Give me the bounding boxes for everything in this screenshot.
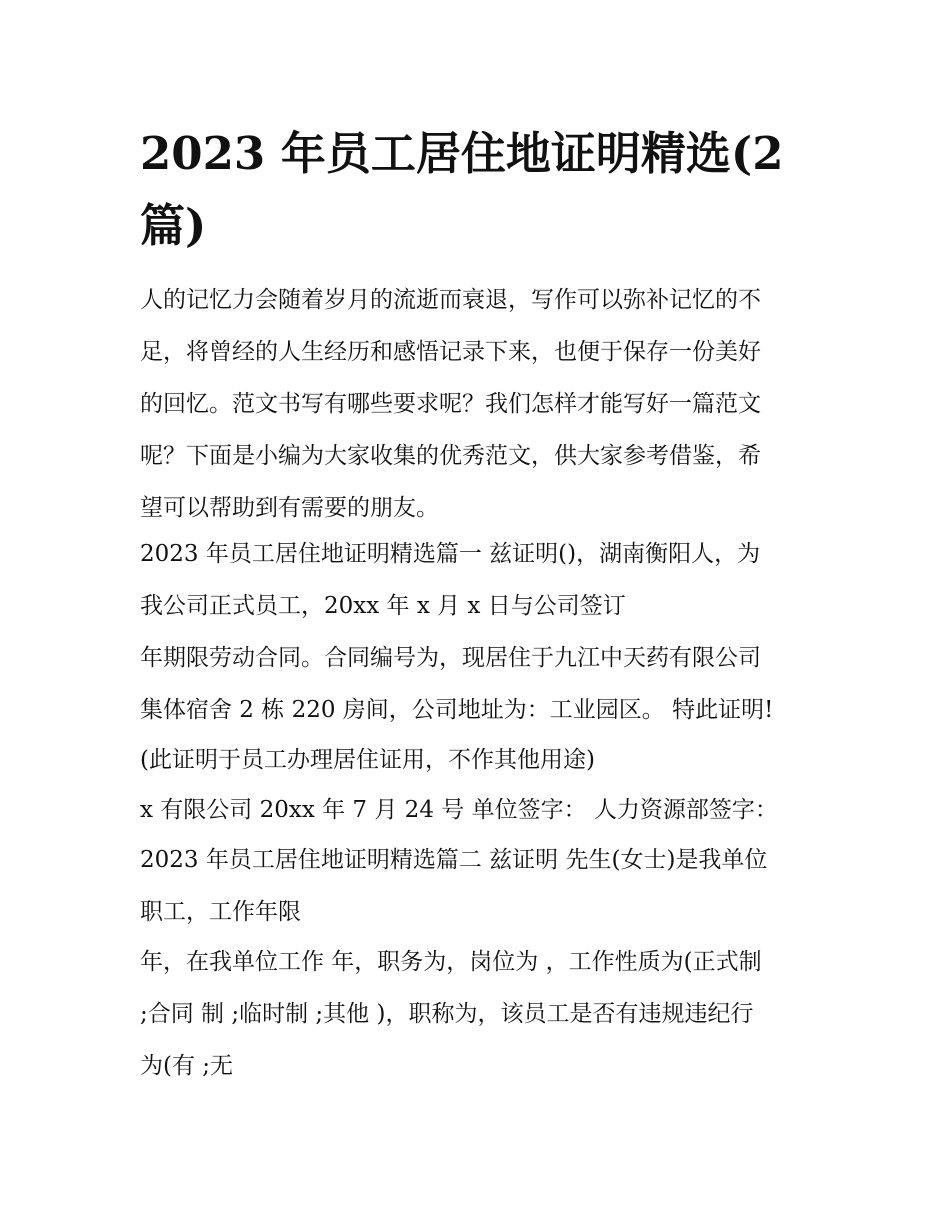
paragraph-line: 人的记忆力会随着岁月的流逝而衰退，写作可以弥补记忆的不: [140, 287, 761, 313]
paragraph-line: 年，在我单位工作 年，职务为，岗位为 ，工作性质为(正式制: [140, 949, 762, 975]
paragraph-line: 2023 年员工居住地证明精选篇一 兹证明()，湖南衡阳人，为: [140, 541, 761, 567]
paragraph-line: 年期限劳动合同。合同编号为，现居住于九江中天药有限公司: [140, 645, 761, 671]
title-line-2: 篇): [140, 199, 207, 252]
document-title: [140, 118, 820, 262]
paragraph-line: 望可以帮助到有需要的朋友。: [140, 495, 439, 521]
paragraph-line: 呢？下面是小编为大家收集的优秀范文，供大家参考借鉴，希: [140, 443, 761, 469]
paragraph-line: ;合同 制 ;临时制 ;其他 )，职称为，该员工是否有违规违纪行: [140, 1001, 754, 1027]
paragraph-line: 足，将曾经的人生经历和感悟记录下来，也便于保存一份美好: [140, 339, 761, 365]
paragraph-line: 我公司正式员工，20xx 年 x 月 x 日与公司签订: [140, 593, 626, 619]
paragraph-line: x 有限公司 20xx 年 7 月 24 号 单位签字： 人力资源部签字：: [140, 797, 778, 823]
title-line-1: 2023 年员工居住地证明精选(2: [140, 127, 784, 180]
paragraph-line: 集体宿舍 2 栋 220 房间，公司地址为：工业园区。 特此证明!: [140, 697, 774, 723]
paragraph-line: 2023 年员工居住地证明精选篇二 兹证明 先生(女士)是我单位: [140, 847, 768, 873]
paragraph-line: 的回忆。范文书写有哪些要求呢？我们怎样才能写好一篇范文: [140, 391, 761, 417]
paragraph-line: 职工，工作年限: [140, 899, 301, 925]
paragraph-line: (此证明于员工办理居住证用，不作其他用途): [140, 747, 595, 773]
paragraph-line: 为(有 ;无: [140, 1053, 234, 1079]
